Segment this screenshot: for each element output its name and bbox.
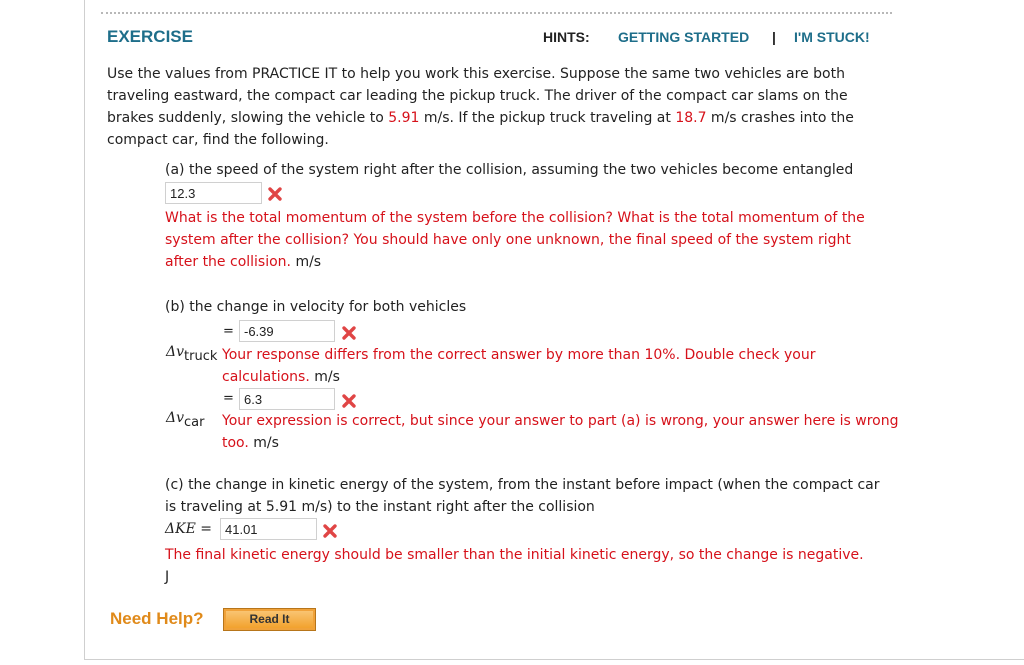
exercise-title: EXERCISE (107, 27, 193, 46)
car-feedback (222, 410, 902, 454)
hints-bar (543, 29, 870, 45)
truck-feedback-text: Your response differs from the correct answer by more than 10%. Double check your calculations. (222, 347, 816, 385)
truck-delta-v-symbol: Δv (166, 344, 185, 360)
part-c-feedback-text: The final kinetic energy should be smaller than the initial kinetic energy, so the change is negative. (165, 547, 864, 563)
part-b-question: (b) the change in velocity for both vehicles (165, 299, 467, 315)
truck-subscript: truck (184, 348, 218, 364)
part-a-unit: m/s (291, 254, 322, 270)
content-frame-bottom-border (84, 659, 1024, 660)
truck-feedback (222, 344, 887, 388)
part-a-feedback-text: What is the total momentum of the system before the collision? What is the total momentum of the system after the collision? You should have only one unknown, the final speed of the system right after the collision. (165, 210, 865, 270)
exercise-intro (107, 63, 897, 151)
truck-delta-v-label (166, 344, 217, 364)
part-c-question: (c) the change in kinetic energy of the system, from the instant before impact (when the compact car is traveling at 5.91 m/s) to the instant right after the collision (165, 477, 880, 515)
need-help-label: Need Help? (110, 609, 204, 628)
truck-equals-sign: = (223, 324, 234, 339)
intro-text-1: Use the values from PRACTICE IT to help you work this exercise. Suppose the same two vehicles are both traveling eastward, the compact car leading the pickup truck. The driver of the compact car slams on the brakes suddenly, slowing the vehicle to (107, 66, 848, 126)
truck-speed-value: 18.7 (675, 110, 707, 126)
incorrect-x-icon (267, 186, 283, 202)
delta-ke-label (165, 521, 212, 537)
car-delta-v-label (166, 410, 205, 430)
hints-label: HINTS: (543, 29, 590, 45)
intro-text-3: m/s crashes into the compact car, find the following. (107, 110, 854, 148)
part-a-question: (a) the speed of the system right after the collision, assuming the two vehicles become entangled (165, 162, 854, 178)
header-dotted-divider (101, 12, 892, 14)
car-subscript: car (184, 414, 205, 430)
read-it-button[interactable]: Read It (224, 609, 315, 630)
delta-ke-symbol: ΔKE (165, 521, 196, 537)
car-delta-v-symbol: Δv (166, 410, 185, 426)
part-c-feedback (165, 544, 865, 588)
delta-ke-input[interactable]: 41.01 (220, 518, 317, 540)
delta-ke-equals: = (200, 521, 212, 537)
content-frame-left-border (84, 0, 85, 660)
car-delta-v-input[interactable]: 6.3 (239, 388, 335, 410)
incorrect-x-icon (322, 523, 338, 539)
truck-unit: m/s (309, 369, 340, 385)
intro-text-2: m/s. If the pickup truck traveling at (419, 110, 676, 126)
hints-separator: | (772, 29, 776, 45)
car-unit: m/s (248, 435, 279, 451)
part-a-answer-input[interactable]: 12.3 (165, 182, 262, 204)
car-feedback-text: Your expression is correct, but since your answer to part (a) is wrong, your answer here is wrong too. (222, 413, 899, 451)
getting-started-link[interactable]: GETTING STARTED (618, 29, 750, 45)
part-a-feedback (165, 207, 885, 273)
incorrect-x-icon (341, 325, 357, 341)
part-c-unit: J (165, 569, 170, 585)
compact-car-speed-value: 5.91 (388, 110, 420, 126)
truck-delta-v-input[interactable]: -6.39 (239, 320, 335, 342)
incorrect-x-icon (341, 393, 357, 409)
car-equals-sign: = (223, 391, 234, 406)
im-stuck-link[interactable]: I'M STUCK! (794, 29, 870, 45)
